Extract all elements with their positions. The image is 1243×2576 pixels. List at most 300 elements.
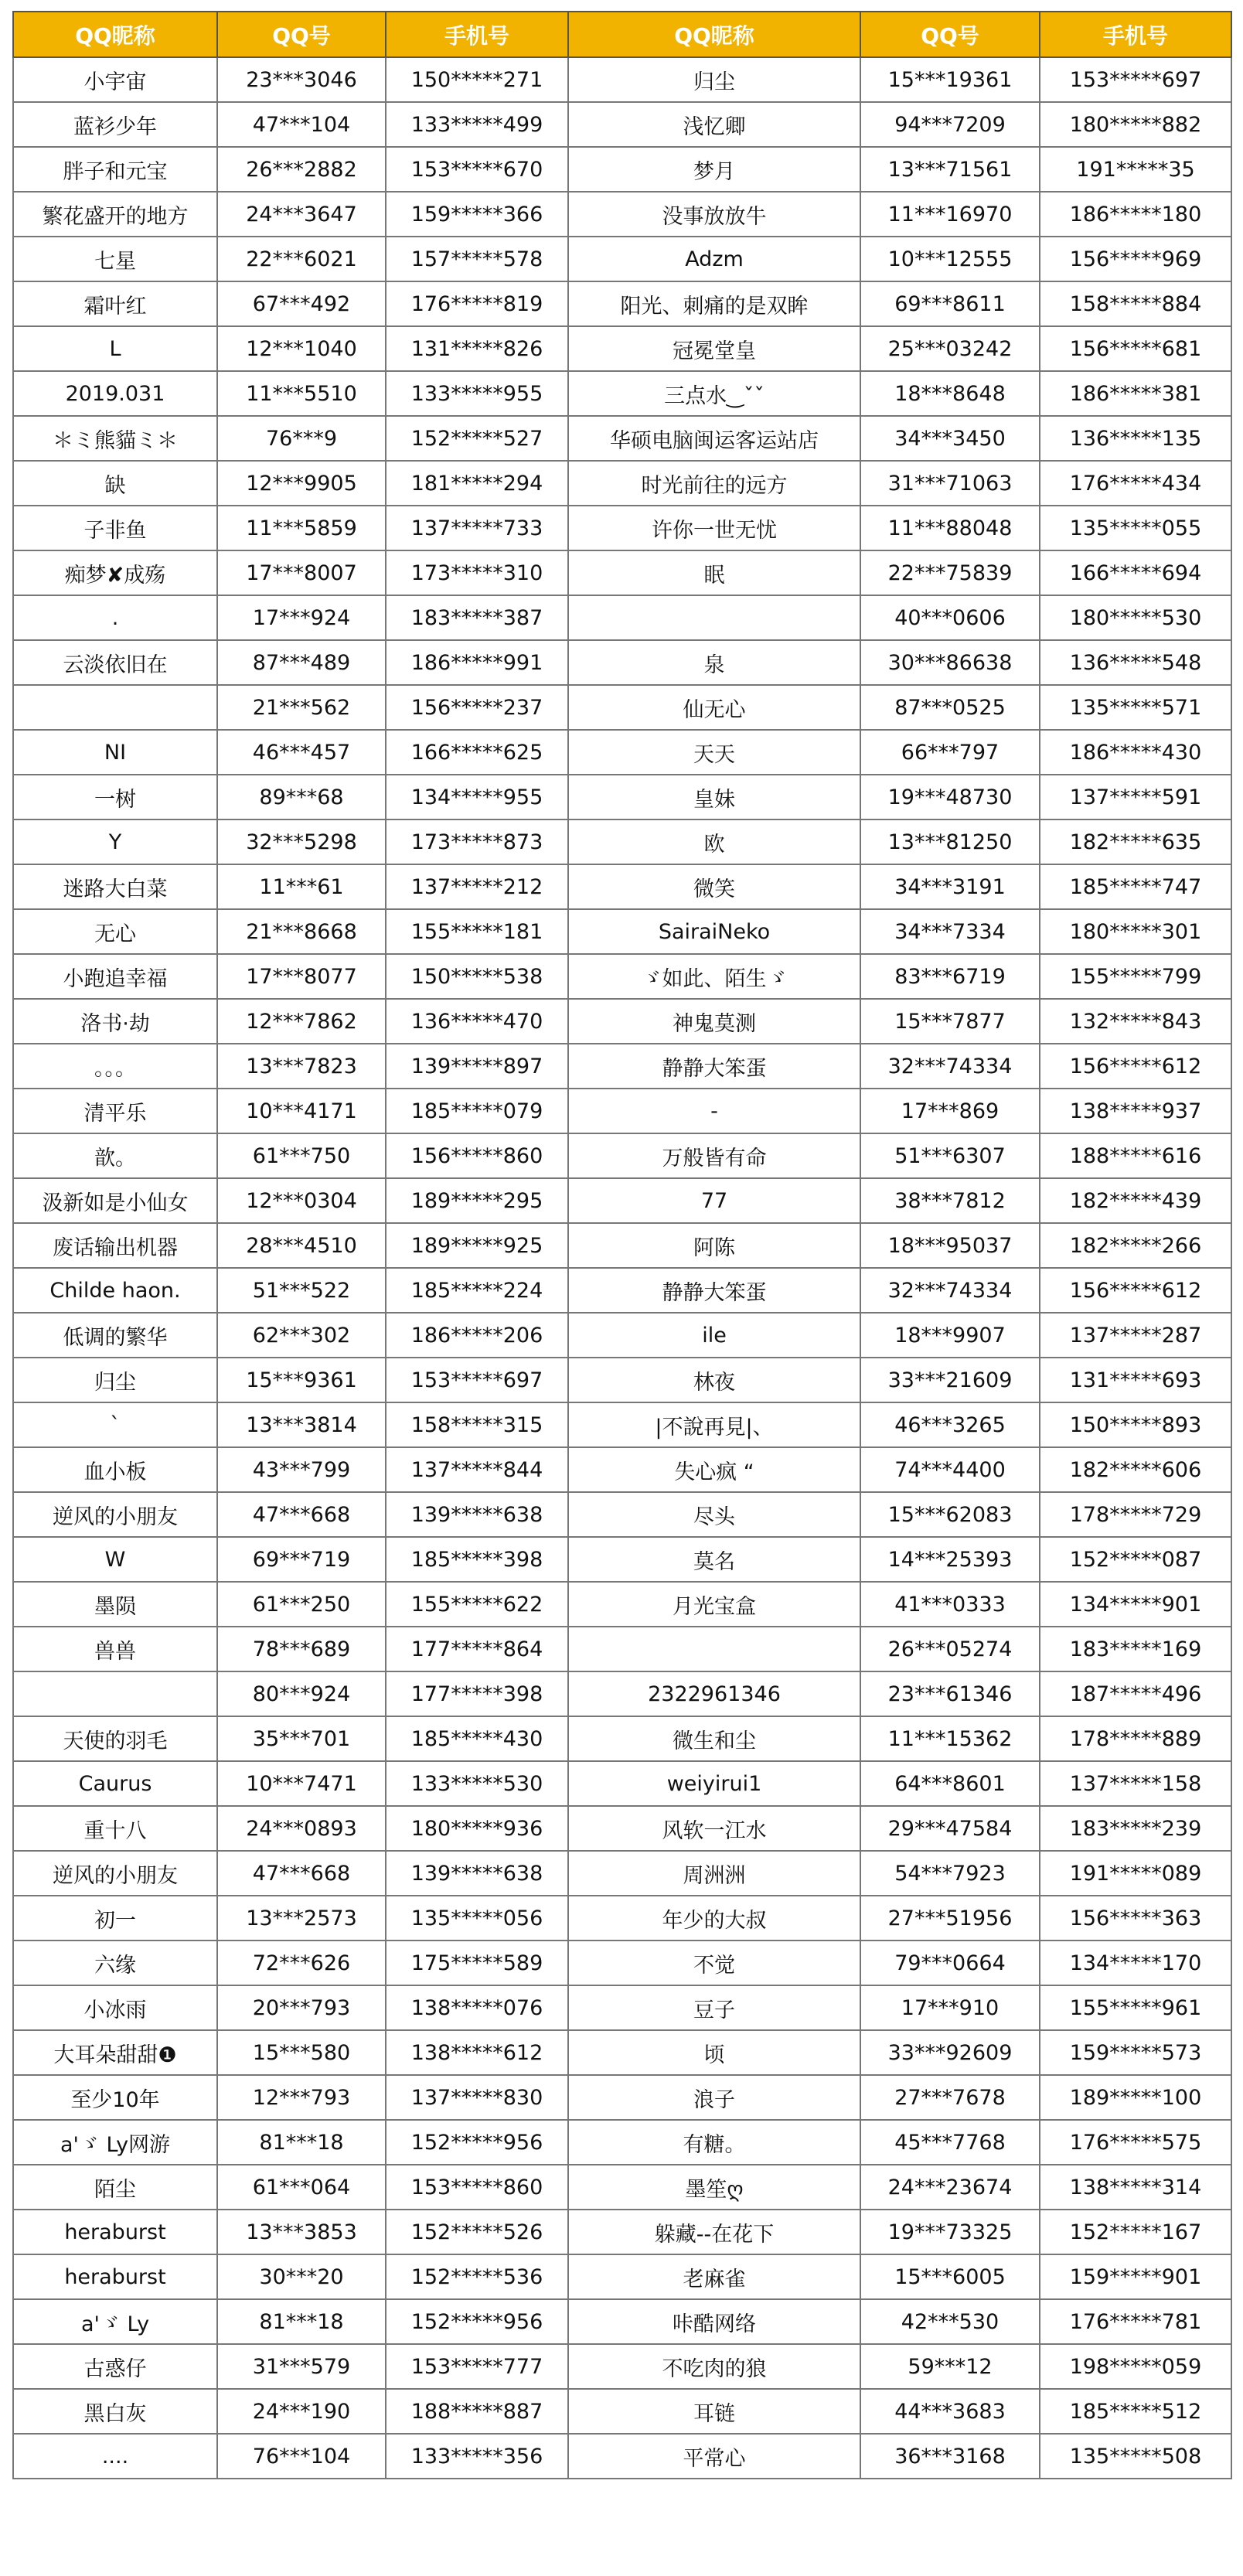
cell-qq-right: 13***81250 [860, 819, 1040, 864]
table-row [13, 416, 1231, 461]
cell-nickname-right: 平常心 [568, 2434, 860, 2479]
cell-qq-right: 87***0525 [860, 685, 1040, 730]
cell-phone-right: 135*****508 [1040, 2434, 1231, 2479]
cell-qq-left: 47***104 [217, 102, 386, 147]
cell-qq-left: 12***1040 [217, 326, 386, 371]
cell-nickname-left: 天使的羽毛 [13, 1716, 217, 1761]
cell-nickname-right: 浅忆卿 [568, 102, 860, 147]
cell-nickname-left: heraburst [13, 2254, 217, 2299]
cell-nickname-right: 老麻雀 [568, 2254, 860, 2299]
cell-phone-right: 137*****158 [1040, 1761, 1231, 1806]
cell-nickname-right: 三点水‿ˇˇ [568, 371, 860, 416]
cell-phone-left: 177*****398 [386, 1671, 568, 1716]
cell-nickname-left: 黑白灰 [13, 2389, 217, 2434]
cell-phone-right: 138*****937 [1040, 1089, 1231, 1133]
cell-nickname-right: 天天 [568, 730, 860, 775]
cell-phone-right: 155*****799 [1040, 954, 1231, 999]
cell-qq-left: 13***3853 [217, 2210, 386, 2254]
table-row [13, 506, 1231, 550]
cell-nickname-right: 冠冕堂皇 [568, 326, 860, 371]
table-row [13, 2120, 1231, 2165]
cell-qq-right: 46***3265 [860, 1402, 1040, 1447]
cell-nickname-left: 蓝衫少年 [13, 102, 217, 147]
table-row [13, 1313, 1231, 1358]
cell-phone-right: 134*****170 [1040, 1941, 1231, 1985]
cell-nickname-right: 仙无心 [568, 685, 860, 730]
cell-phone-right: 131*****693 [1040, 1358, 1231, 1402]
cell-nickname-left: a'ゞ Ly网游 [13, 2120, 217, 2165]
cell-qq-right: 69***8611 [860, 281, 1040, 326]
header-nickname-left: QQ昵称 [13, 12, 217, 57]
cell-qq-right: 15***19361 [860, 57, 1040, 102]
cell-nickname-left: 子非鱼 [13, 506, 217, 550]
contact-table [12, 11, 1232, 2479]
cell-nickname-right: 莫名 [568, 1537, 860, 1582]
table-row [13, 2210, 1231, 2254]
cell-qq-right: 83***6719 [860, 954, 1040, 999]
cell-phone-right: 138*****314 [1040, 2165, 1231, 2210]
cell-nickname-left: 废话输出机器 [13, 1223, 217, 1268]
cell-nickname-right: weiyirui1 [568, 1761, 860, 1806]
cell-qq-right: 79***0664 [860, 1941, 1040, 1985]
table-row [13, 2254, 1231, 2299]
cell-nickname-right: 泉 [568, 640, 860, 685]
cell-nickname-left: 小冰雨 [13, 1985, 217, 2030]
cell-phone-left: 155*****181 [386, 909, 568, 954]
cell-phone-right: 183*****169 [1040, 1627, 1231, 1671]
cell-qq-right: 13***71561 [860, 147, 1040, 192]
table-body [13, 57, 1231, 2479]
cell-qq-left: 35***701 [217, 1716, 386, 1761]
cell-qq-left: 24***3647 [217, 192, 386, 237]
cell-nickname-left: heraburst [13, 2210, 217, 2254]
cell-phone-right: 185*****747 [1040, 864, 1231, 909]
cell-phone-right: 136*****548 [1040, 640, 1231, 685]
cell-phone-right: 137*****591 [1040, 775, 1231, 819]
cell-qq-left: 81***18 [217, 2299, 386, 2344]
cell-phone-right: 198*****059 [1040, 2344, 1231, 2389]
cell-qq-right: 32***74334 [860, 1044, 1040, 1089]
cell-nickname-right: 墨笙ღ [568, 2165, 860, 2210]
cell-phone-left: 166*****625 [386, 730, 568, 775]
cell-phone-left: 189*****925 [386, 1223, 568, 1268]
cell-nickname-right: ゞ如此、陌生ゞ [568, 954, 860, 999]
cell-qq-left: 13***7823 [217, 1044, 386, 1089]
cell-nickname-left: 大耳朵甜甜❶ [13, 2030, 217, 2075]
cell-nickname-left: Caurus [13, 1761, 217, 1806]
cell-nickname-right: 时光前往的远方 [568, 461, 860, 506]
table-row [13, 2344, 1231, 2389]
cell-nickname-left: L [13, 326, 217, 371]
cell-phone-left: 133*****499 [386, 102, 568, 147]
cell-qq-left: 23***3046 [217, 57, 386, 102]
cell-qq-right: 74***4400 [860, 1447, 1040, 1492]
cell-nickname-left: 无心 [13, 909, 217, 954]
cell-phone-left: 185*****224 [386, 1268, 568, 1313]
cell-qq-left: 47***668 [217, 1851, 386, 1896]
table-row [13, 2165, 1231, 2210]
cell-qq-left: 61***750 [217, 1133, 386, 1178]
cell-phone-right: 182*****635 [1040, 819, 1231, 864]
cell-qq-left: 17***924 [217, 595, 386, 640]
table-row [13, 685, 1231, 730]
cell-nickname-right: 周洲洲 [568, 1851, 860, 1896]
cell-phone-right: 176*****434 [1040, 461, 1231, 506]
cell-nickname-left: 六缘 [13, 1941, 217, 1985]
cell-phone-right: 182*****439 [1040, 1178, 1231, 1223]
cell-phone-left: 173*****873 [386, 819, 568, 864]
cell-phone-left: 137*****212 [386, 864, 568, 909]
cell-qq-left: 28***4510 [217, 1223, 386, 1268]
cell-nickname-right: 不吃肉的狼 [568, 2344, 860, 2389]
cell-phone-right: 180*****530 [1040, 595, 1231, 640]
table-row [13, 326, 1231, 371]
cell-nickname-right: 静静大笨蛋 [568, 1044, 860, 1089]
cell-qq-left: 32***5298 [217, 819, 386, 864]
table-row [13, 999, 1231, 1044]
table-row [13, 102, 1231, 147]
cell-nickname-right: 没事放放牛 [568, 192, 860, 237]
cell-phone-left: 185*****079 [386, 1089, 568, 1133]
cell-qq-right: 40***0606 [860, 595, 1040, 640]
cell-nickname-right: 微生和尘 [568, 1716, 860, 1761]
cell-qq-left: 12***9905 [217, 461, 386, 506]
cell-nickname-right: 尽头 [568, 1492, 860, 1537]
cell-qq-right: 38***7812 [860, 1178, 1040, 1223]
cell-qq-left: 17***8077 [217, 954, 386, 999]
cell-qq-left: 21***562 [217, 685, 386, 730]
cell-phone-right: 134*****901 [1040, 1582, 1231, 1627]
cell-nickname-left: .... [13, 2434, 217, 2479]
header-phone-left: 手机号 [386, 12, 568, 57]
cell-phone-left: 186*****991 [386, 640, 568, 685]
cell-qq-left: 67***492 [217, 281, 386, 326]
cell-phone-left: 138*****076 [386, 1985, 568, 2030]
cell-qq-right: 41***0333 [860, 1582, 1040, 1627]
cell-phone-right: 150*****893 [1040, 1402, 1231, 1447]
cell-nickname-right: 阳光、刺痛的是双眸 [568, 281, 860, 326]
table-row [13, 1627, 1231, 1671]
table-row [13, 237, 1231, 281]
cell-phone-left: 139*****638 [386, 1492, 568, 1537]
cell-phone-right: 137*****287 [1040, 1313, 1231, 1358]
cell-phone-right: 191*****35 [1040, 147, 1231, 192]
cell-nickname-left: 古惑仔 [13, 2344, 217, 2389]
cell-phone-left: 177*****864 [386, 1627, 568, 1671]
cell-qq-right: 42***530 [860, 2299, 1040, 2344]
cell-qq-left: 78***689 [217, 1627, 386, 1671]
cell-qq-left: 51***522 [217, 1268, 386, 1313]
cell-phone-left: 137*****844 [386, 1447, 568, 1492]
cell-nickname-left: 歆。 [13, 1133, 217, 1178]
cell-qq-left: 12***0304 [217, 1178, 386, 1223]
cell-nickname-left: 重十八 [13, 1806, 217, 1851]
cell-phone-right: 156*****681 [1040, 326, 1231, 371]
table-row [13, 1133, 1231, 1178]
cell-nickname-right: 眠 [568, 550, 860, 595]
cell-phone-left: 185*****430 [386, 1716, 568, 1761]
cell-nickname-left: 兽兽 [13, 1627, 217, 1671]
cell-qq-right: 18***8648 [860, 371, 1040, 416]
table-row [13, 1537, 1231, 1582]
cell-phone-left: 181*****294 [386, 461, 568, 506]
cell-nickname-left: . [13, 595, 217, 640]
cell-nickname-right [568, 595, 860, 640]
table-row [13, 57, 1231, 102]
cell-qq-right: 29***47584 [860, 1806, 1040, 1851]
cell-nickname-left: 。。。 [13, 1044, 217, 1089]
cell-qq-right: 27***7678 [860, 2075, 1040, 2120]
cell-qq-left: 12***793 [217, 2075, 386, 2120]
cell-phone-left: 136*****470 [386, 999, 568, 1044]
table-row [13, 730, 1231, 775]
header-qq-right: QQ号 [860, 12, 1040, 57]
cell-phone-right: 186*****381 [1040, 371, 1231, 416]
cell-phone-right: 132*****843 [1040, 999, 1231, 1044]
cell-nickname-right: 不觉 [568, 1941, 860, 1985]
table-row [13, 192, 1231, 237]
cell-phone-right: 158*****884 [1040, 281, 1231, 326]
cell-qq-left: 11***5510 [217, 371, 386, 416]
cell-phone-left: 150*****538 [386, 954, 568, 999]
cell-nickname-left [13, 1671, 217, 1716]
cell-phone-right: 189*****100 [1040, 2075, 1231, 2120]
cell-qq-right: 34***7334 [860, 909, 1040, 954]
cell-phone-left: 188*****887 [386, 2389, 568, 2434]
cell-phone-left: 180*****936 [386, 1806, 568, 1851]
cell-nickname-left: 血小板 [13, 1447, 217, 1492]
cell-phone-left: 156*****860 [386, 1133, 568, 1178]
cell-nickname-left: 清平乐 [13, 1089, 217, 1133]
cell-qq-right: 17***910 [860, 1985, 1040, 2030]
cell-qq-left: 62***302 [217, 1313, 386, 1358]
cell-nickname-left: 霜叶红 [13, 281, 217, 326]
cell-qq-right: 36***3168 [860, 2434, 1040, 2479]
table-row [13, 1761, 1231, 1806]
cell-qq-right: 34***3450 [860, 416, 1040, 461]
cell-phone-left: 159*****366 [386, 192, 568, 237]
cell-qq-left: 15***9361 [217, 1358, 386, 1402]
cell-qq-left: 72***626 [217, 1941, 386, 1985]
table-row [13, 1896, 1231, 1941]
cell-qq-right: 59***12 [860, 2344, 1040, 2389]
cell-qq-left: 61***064 [217, 2165, 386, 2210]
header-phone-right: 手机号 [1040, 12, 1231, 57]
cell-qq-left: 89***68 [217, 775, 386, 819]
header-row [13, 12, 1231, 57]
cell-phone-right: 156*****363 [1040, 1896, 1231, 1941]
cell-nickname-left: ＊ミ熊貓ミ＊ [13, 416, 217, 461]
cell-nickname-left: 小宇宙 [13, 57, 217, 102]
cell-phone-right: 166*****694 [1040, 550, 1231, 595]
cell-qq-left: 69***719 [217, 1537, 386, 1582]
cell-qq-left: 17***8007 [217, 550, 386, 595]
cell-nickname-right: 阿陈 [568, 1223, 860, 1268]
cell-phone-right: 135*****571 [1040, 685, 1231, 730]
cell-phone-left: 189*****295 [386, 1178, 568, 1223]
cell-nickname-right: 顷 [568, 2030, 860, 2075]
cell-phone-left: 137*****830 [386, 2075, 568, 2120]
cell-nickname-right: 微笑 [568, 864, 860, 909]
cell-nickname-left: 小跑追幸福 [13, 954, 217, 999]
cell-nickname-right: 年少的大叔 [568, 1896, 860, 1941]
cell-qq-right: 26***05274 [860, 1627, 1040, 1671]
cell-nickname-right: 耳链 [568, 2389, 860, 2434]
cell-qq-right: 24***23674 [860, 2165, 1040, 2210]
cell-phone-right: 182*****266 [1040, 1223, 1231, 1268]
table-row [13, 2299, 1231, 2344]
cell-phone-left: 131*****826 [386, 326, 568, 371]
cell-qq-right: 66***797 [860, 730, 1040, 775]
table-row [13, 371, 1231, 416]
cell-nickname-left [13, 685, 217, 730]
cell-phone-left: 155*****622 [386, 1582, 568, 1627]
table-row [13, 2030, 1231, 2075]
cell-qq-right: 11***16970 [860, 192, 1040, 237]
table-row [13, 1089, 1231, 1133]
cell-nickname-right: 77 [568, 1178, 860, 1223]
cell-qq-right: 10***12555 [860, 237, 1040, 281]
cell-phone-left: 185*****398 [386, 1537, 568, 1582]
cell-nickname-left: 陌尘 [13, 2165, 217, 2210]
cell-phone-left: 176*****819 [386, 281, 568, 326]
cell-qq-right: 51***6307 [860, 1133, 1040, 1178]
cell-phone-left: 157*****578 [386, 237, 568, 281]
table-row [13, 1268, 1231, 1313]
table-row [13, 1447, 1231, 1492]
cell-phone-right: 152*****087 [1040, 1537, 1231, 1582]
cell-nickname-right: 林夜 [568, 1358, 860, 1402]
table-row [13, 461, 1231, 506]
cell-qq-right: 27***51956 [860, 1896, 1040, 1941]
table-row [13, 1402, 1231, 1447]
cell-nickname-left: 汲新如是小仙女 [13, 1178, 217, 1223]
cell-qq-left: 46***457 [217, 730, 386, 775]
cell-nickname-left: W [13, 1537, 217, 1582]
cell-qq-left: 21***8668 [217, 909, 386, 954]
table-row [13, 1941, 1231, 1985]
cell-phone-right: 183*****239 [1040, 1806, 1231, 1851]
cell-phone-left: 152*****526 [386, 2210, 568, 2254]
cell-nickname-left: 墨陨 [13, 1582, 217, 1627]
cell-nickname-right: 失心疯 “ [568, 1447, 860, 1492]
cell-nickname-left: 缺 [13, 461, 217, 506]
cell-phone-left: 173*****310 [386, 550, 568, 595]
cell-nickname-left: 洛书·劫 [13, 999, 217, 1044]
cell-phone-right: 176*****575 [1040, 2120, 1231, 2165]
cell-nickname-left: 2019.031 [13, 371, 217, 416]
cell-qq-right: 15***6005 [860, 2254, 1040, 2299]
cell-qq-left: 76***104 [217, 2434, 386, 2479]
cell-qq-left: 30***20 [217, 2254, 386, 2299]
cell-phone-left: 156*****237 [386, 685, 568, 730]
cell-nickname-left: ` [13, 1402, 217, 1447]
cell-qq-right: 14***25393 [860, 1537, 1040, 1582]
cell-nickname-left: 初一 [13, 1896, 217, 1941]
table-row [13, 2389, 1231, 2434]
cell-nickname-left: 痴梦✘成殇 [13, 550, 217, 595]
cell-nickname-left: 至少10年 [13, 2075, 217, 2120]
cell-nickname-left: a'ゞ Ly [13, 2299, 217, 2344]
cell-nickname-left: 归尘 [13, 1358, 217, 1402]
cell-qq-right: 15***62083 [860, 1492, 1040, 1537]
cell-nickname-right: 咔酷网络 [568, 2299, 860, 2344]
cell-qq-left: 43***799 [217, 1447, 386, 1492]
cell-phone-left: 158*****315 [386, 1402, 568, 1447]
cell-nickname-right: 神鬼莫测 [568, 999, 860, 1044]
cell-qq-right: 17***869 [860, 1089, 1040, 1133]
cell-phone-left: 137*****733 [386, 506, 568, 550]
cell-qq-right: 33***21609 [860, 1358, 1040, 1402]
cell-nickname-right: 梦月 [568, 147, 860, 192]
cell-nickname-right: 躲藏--在花下 [568, 2210, 860, 2254]
cell-nickname-right: 许你一世无忧 [568, 506, 860, 550]
cell-qq-left: 24***0893 [217, 1806, 386, 1851]
cell-nickname-left: 逆风的小朋友 [13, 1851, 217, 1896]
cell-phone-left: 150*****271 [386, 57, 568, 102]
cell-phone-left: 186*****206 [386, 1313, 568, 1358]
cell-qq-right: 33***92609 [860, 2030, 1040, 2075]
cell-qq-right: 45***7768 [860, 2120, 1040, 2165]
cell-phone-right: 176*****781 [1040, 2299, 1231, 2344]
cell-nickname-right [568, 1627, 860, 1671]
cell-phone-right: 186*****430 [1040, 730, 1231, 775]
cell-phone-right: 155*****961 [1040, 1985, 1231, 2030]
cell-qq-left: 20***793 [217, 1985, 386, 2030]
cell-phone-left: 153*****697 [386, 1358, 568, 1402]
cell-phone-left: 139*****638 [386, 1851, 568, 1896]
cell-phone-right: 136*****135 [1040, 416, 1231, 461]
cell-nickname-left: NI [13, 730, 217, 775]
cell-qq-right: 54***7923 [860, 1851, 1040, 1896]
table-row [13, 1985, 1231, 2030]
table-row [13, 775, 1231, 819]
cell-qq-left: 76***9 [217, 416, 386, 461]
cell-qq-left: 15***580 [217, 2030, 386, 2075]
cell-phone-right: 182*****606 [1040, 1447, 1231, 1492]
cell-qq-left: 13***2573 [217, 1896, 386, 1941]
cell-nickname-left: 繁花盛开的地方 [13, 192, 217, 237]
cell-phone-right: 135*****055 [1040, 506, 1231, 550]
cell-nickname-right: 有糖。 [568, 2120, 860, 2165]
table-row [13, 147, 1231, 192]
cell-qq-left: 31***579 [217, 2344, 386, 2389]
table-row [13, 1582, 1231, 1627]
cell-nickname-right: 2322961346 [568, 1671, 860, 1716]
cell-nickname-left: 迷路大白菜 [13, 864, 217, 909]
cell-nickname-left: 低调的繁华 [13, 1313, 217, 1358]
table-row [13, 1178, 1231, 1223]
cell-qq-right: 34***3191 [860, 864, 1040, 909]
cell-phone-right: 156*****969 [1040, 237, 1231, 281]
cell-phone-right: 159*****901 [1040, 2254, 1231, 2299]
cell-phone-left: 138*****612 [386, 2030, 568, 2075]
cell-qq-right: 22***75839 [860, 550, 1040, 595]
cell-nickname-left: Y [13, 819, 217, 864]
cell-qq-left: 81***18 [217, 2120, 386, 2165]
cell-phone-right: 186*****180 [1040, 192, 1231, 237]
cell-nickname-right: 豆子 [568, 1985, 860, 2030]
cell-phone-left: 133*****356 [386, 2434, 568, 2479]
cell-nickname-left: Childe haon. [13, 1268, 217, 1313]
cell-nickname-right: 欧 [568, 819, 860, 864]
cell-qq-left: 12***7862 [217, 999, 386, 1044]
table-row [13, 1492, 1231, 1537]
cell-qq-left: 10***4171 [217, 1089, 386, 1133]
table-row [13, 1671, 1231, 1716]
cell-phone-left: 133*****955 [386, 371, 568, 416]
cell-phone-left: 183*****387 [386, 595, 568, 640]
